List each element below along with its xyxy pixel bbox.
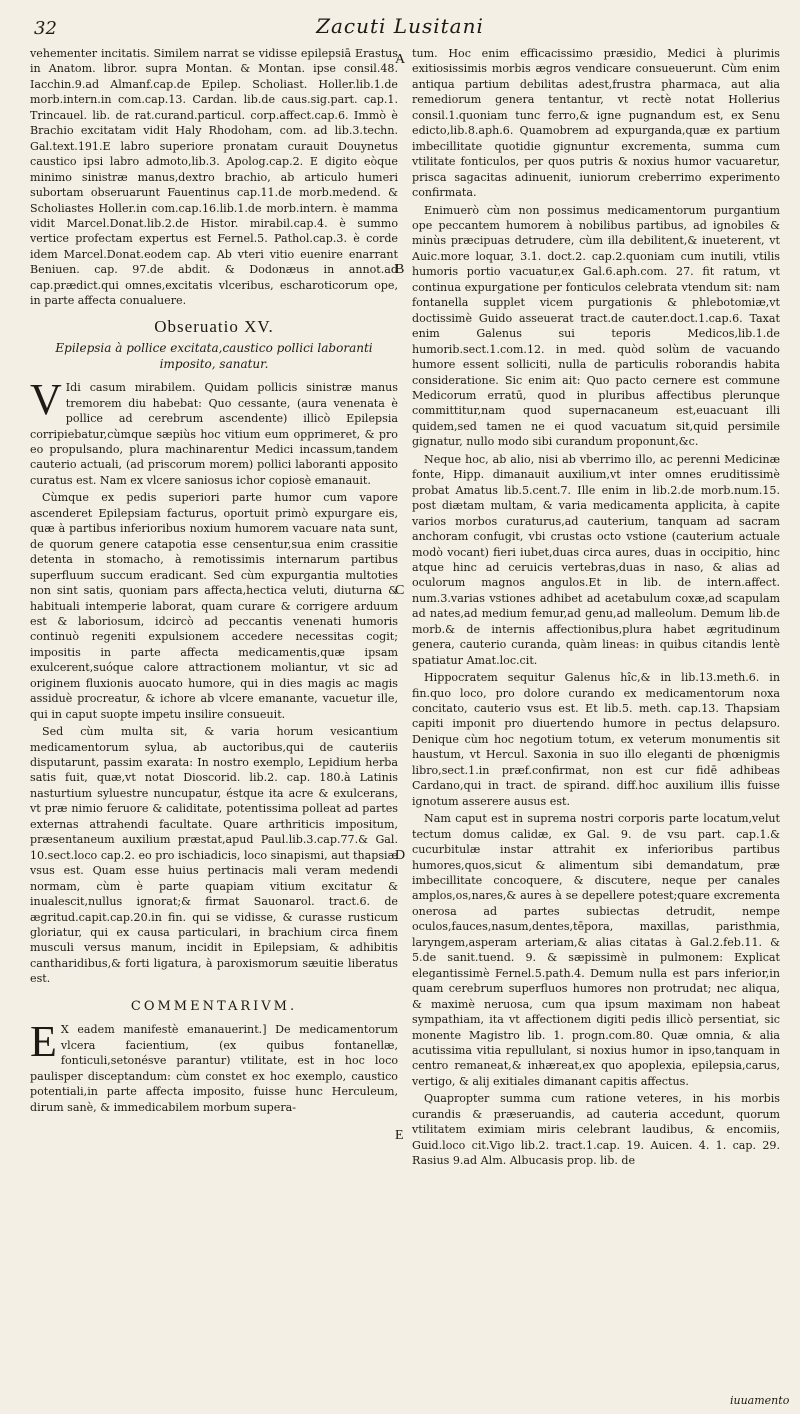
margin-letter-e: E bbox=[395, 1128, 404, 1143]
drop-cap: E bbox=[30, 1017, 57, 1067]
paragraph-text: Idi casum mirabilem. Quidam pollicis sinistræ manus tremorem diu habebat: Quo cessante, (aura venenata è pollice ad cerebrum ascendente) illicò Epilepsia corripiebatur,cùmque sæpiùs hoc vitium eum opprimeret, & pro eo propulsando, plura machinarentur Medici incassum,tandem cauterio actuali, (ad priscorum morem) pollici laboranti apposito curatus est. Nam ex vlcere saniosus ichor copiosè emanauit. bbox=[30, 381, 398, 487]
page-number: 32 bbox=[34, 18, 57, 39]
commentary-paragraph-2: Neque hoc, ab alio, nisi ab vberrimo illo, ac perenni Medicinæ fonte, Hipp. dimanauit auxilium,vt inter omnes eruditissimè probat Amatus lib.5.cent.7. Ille enim in lib.2.de morb.num.15. post diætam multam, & varia medicamenta applicita, à capite varios morbos curaturus,ad cauterium, tanquam ad sacram anchoram confugit, vbi crustas octo vstione (cauterium actuale modò vocant) fieri iubet,duas circa aures, duas in occipitio, hinc atque hinc ad ceruicis vertebras,duas in naso, & alias ad oculorum magnos angulos.Et in lib. de intern.affect. num.3.varias vstiones adhibet ad acetabulum coxæ,ad scapulam ad nates,ad medium femur,ad genu,ad malleolum. Demum lib.de morb.& de internis affectionibus,plura habet ægritudinum genera, cauterio curanda, quàm lineas: in quibus citandis lentè spatiatur Amat.loc.cit. bbox=[412, 452, 780, 667]
commentary-paragraph-5: Quapropter summa cum ratione veteres, in his morbis curandis & præseruandis, ad cauteria accedunt, quorum vtilitatem eximiam miris celebrant laudibus, & encomiis, Guid.loco cit.Vigo lib.2. tract.1.cap. 19. Auicen. 4. 1. cap. 29. Rasius 9.ad Alm. Albucasis prop. lib. de bbox=[412, 1092, 780, 1168]
page-header bbox=[0, 14, 800, 44]
observation-title: Obseruatio XV. bbox=[154, 316, 274, 336]
observation-paragraph-3: Sed cùm multa sit, & varia horum vesicantium medicamentorum sylua, ab auctoribus,qui de cauteriis disputarunt, passim exarata: In nostro exemplo, Lepidium herba satis fuit, quæ,vt notat Dioscorid. lib.2. cap. 180.à Latinis nasturtium syluestre nuncupatur, éstque ita acre & exulcerans, vt præ nimio feruore & caliditate, potentissima polleat ad partes externas attrahendi facultate. Quare arthriticis impositum, præsentaneum auxilium præstat,apud Paul.lib.3.cap.77.& Gal. 10.sect.loco cap.2. eo pro ischiadicis, loco sinapismi, aut thapsiæ vsus est. Quam esse huius pertinacis mali veram medendi normam, cùm è parte quapiam vitium excitatur & inualescit,nullus ignorat;& firmat Sauonarol. tract.6. de ægritud.capit.cap.20.in fin. qui se vidisse, & curasse rusticum gloriatur, qui ex causa particulari, in brachium circa finem musculi versus manum, incidit in Epilepsiam, & adhibitis cantharidibus,& forti ligatura, à paroxismorum sæuitie liberatus est. bbox=[30, 725, 398, 986]
commentary-paragraph-4: Nam caput est in suprema nostri corporis parte locatum,velut tectum domus calidæ, ex Gal. 9. de vsu part. cap.1.& cucurbitulæ instar attrahit ex inferioribus partibus humores,quos,sicut & alimentum sibi demandatum, præ imbecillitate concoquere, & discutere, neque per canales amplos,os,nares,& aures à se depellere potest;quare excrementa onerosa ad partes subiectas detrudit, nempe oculos,fauces,nasum,dentes,tēpora, maxillas, paristhmia, laryngem,asperam arteriam,& alias citatas à Gal.2.feb.11. & 5.de sanit.tuend. 9. & sæpissimè in pulmonem: Explicat elegantissimè Fernel.5.path.4. Demum nulla est pars inferior,in quam cerebrum superfluos humores non protrudat; nec aliqua, & maximè neruosa, cum qua ipsum maximam non habeat sympathiam, ita vt affectionem digiti pedis illicò persentiat, sic monente Magistro lib. 1. progn.com.80. Quæ omnia, & alia acutissima vitia repullulant, si noxius humor in ipso,tanquam in centro remaneat,& inhæreat,ex quo apoplexia, epilepsia,carus, vertigo, & alij exitiales dimanant capitis affectus. bbox=[412, 812, 780, 1088]
continued-paragraph: vehementer incitatis. Similem narrat se vidisse epilepsiā Erastus in Anatom. libror. supra Montan. & Montan. ipse consil.48. Iacchin.9.ad Almanf.cap.de Epilep. Scholiast. Holler.lib.1.de morb.intern.in com.cap.13. Cardan. lib.de caus.sig.part. cap.1. Trincauel. lib. de rat.curand.particul. corp.affect.cap.6. Immò è Brachio excitatam vidit Haly Rhodoham, com. ad lib.3.techn. Gal.text.191.E labro superiore pronatam curauit Douynetus caustico ipsi labro admoto,lib.3. Apolog.cap.2. E digito eòque minimo sinistræ manus,dextro brachio, ab articulo humeri subortam obseruarunt Fauentinus cap.11.de morb.medend. & Scholiastes Holler.in com.cap.16.lib.1.de morb.intern. è mamma vidit Marcel.Donat.lib.2.de Histor. mirabil.cap.4. è summo vertice profectam expertus est Fernel.5. Pathol.cap.3. è corde idem Marcel.Donat.eodem cap. Ab vteri vitio euenire enarrant Beniuen. cap. 97.de abdit. & Dodonæus in annot.ad cap.prædict.qui omnes,excitatis vlceribus, escharoticorum ope, in parte affecta conualuere. bbox=[30, 47, 398, 308]
margin-letter-a: A bbox=[395, 52, 406, 67]
drop-cap: V bbox=[30, 375, 62, 425]
observation-paragraph-1 bbox=[30, 375, 398, 488]
commentary-paragraph-3: Hippocratem sequitur Galenus hîc,& in lib.13.meth.6. in fin.quo loco, pro dolore curando ex medicamentorum noxa concitato, cauterio vsus est. Et lib.5. meth. cap.13. Thapsiam capiti imponit pro diuertendo humore in pectus delapsuro. Denique cùm hoc negotium totum, ex veterum monumentis sit haustum, vt Hercul. Saxonia in suo illo eleganti de phœnigmis libro,sect.1.in præf.confirmat, non est cur fidē adhibeas Cardano,qui in tract. de spirand. diff.hoc auxilium illis fuisse ignotum asserere ausus est. bbox=[412, 671, 780, 808]
margin-letter-c: C bbox=[395, 583, 405, 598]
observation-paragraph-2: Cùmque ex pedis superiori parte humor cum vapore ascenderet Epilepsiam facturus, oportuit primò expurgare eis, quæ à partibus inferioribus noxium humorem vacuare nata sunt, de quorum genere catapotia esse censentur,sua enim crassitie detenta in stomacho, à remotissimis internarum partibus superfluum succum eradicant. Sed cùm expurgantia multoties non sint satis, quoniam pars affecta,hectica veluti, diuturna & habituali intemperie laborat, quam curare & corrigere arduum est & laboriosum, idcircò ad peccantis venenati humoris continuò regeniti expulsionem accedere necessitas cogit; impositis in parte affecta medicamentis,quæ ipsam exulcerent,suóque calore attractionem moliantur, vt sic ad originem fluxionis auocato humore, qui in dies magis ac magis assiduè procreatur, & ichore ab vlcere emanante, vacuetur ille, qui in caput suopte impetu insilire consueuit. bbox=[30, 491, 398, 721]
margin-letter-d: D bbox=[395, 848, 406, 863]
continued-paragraph: tum. Hoc enim efficacissimo præsidio, Medici à plurimis exitiosissimis morbis ægros vendicare consueuerunt. Cùm enim antiqua partium debilitas adest,frustra pharmaca, aut alia remediorum genera tentantur, vt rectè notat Hollerius consil.1.quoniam tunc ferro,& igne pugnandum est, ex Senu edicto,lib.8.aph.6. Quamobrem ad expurganda,quæ ex partium imbecillitate quotidie gignuntur excrementa, summa cum vtilitate fonticulos, per quos putris & noxius humor vacuaretur, prisca sagacitas adinuenit, iuniorum creberrimo experimento confirmata. bbox=[412, 47, 780, 200]
catchword: iuuamento bbox=[730, 1394, 790, 1407]
commentary-paragraph bbox=[30, 1017, 398, 1115]
paragraph-text: X eadem manifestè emanauerint.] De medicamentorum vlcera facientium, (ex quibus fontanellæ, fonticuli,setonésve parantur) vtilitate, est in hoc loco paulisper disceptandum: cùm constet ex hoc exemplo, caustico potentiali,in parte affecta imposito, fuisse hunc Herculeum, dirum sanè, & immedicabilem morbum supera- bbox=[30, 1023, 398, 1114]
observation-subtitle: Epilepsia à pollice excitata,caustico pollici laboranti imposito, sanatur. bbox=[55, 341, 373, 372]
left-column bbox=[30, 46, 398, 1117]
commentary-paragraph-1: Enimuerò cùm non possimus medicamentorum purgantium ope peccantem humorem à nobilibus partibus, ad ignobiles & minùs præcipuas detrudere, cùm illa debilitent,& inueterent, vt Auic.more loquar, 3.1. doct.2. cap.2.quoniam cum inutili, vtilis humoris portio vacuatur,ex Gal.6.aph.com. 27. fit ratum, vt continua expurgatione per fonticulos celebrata vtendum sit: nam fontanella supplet vicem purgationis & phlebotomiæ,vt doctissimè Guido asseuerat tract.de cauter.doct.1.cap.6. Taxat enim Galenus sui teporis Medicos,lib.1.de humorib.sect.1.com.12. in med. quòd solùm de vacuando humore essent solliciti, nulla de particulis roborandis habita consideratione. Sic enim ait: Quo pacto cernere est commune Medicorum erratū, quod in pluribus affectibus plerunque committitur,nam quod supernacaneum est,euacuant illi quidem,sed tamen ne ei quod vacuatum sit,quid persimile gignatur, nullo modo sibi curandum proponunt,&c. bbox=[412, 203, 780, 449]
running-head: Zacuti Lusitani bbox=[316, 14, 484, 38]
margin-letter-b: B bbox=[395, 262, 405, 277]
commentary-title: COMMENTARIVM. bbox=[130, 998, 298, 1014]
right-column bbox=[412, 46, 780, 1171]
